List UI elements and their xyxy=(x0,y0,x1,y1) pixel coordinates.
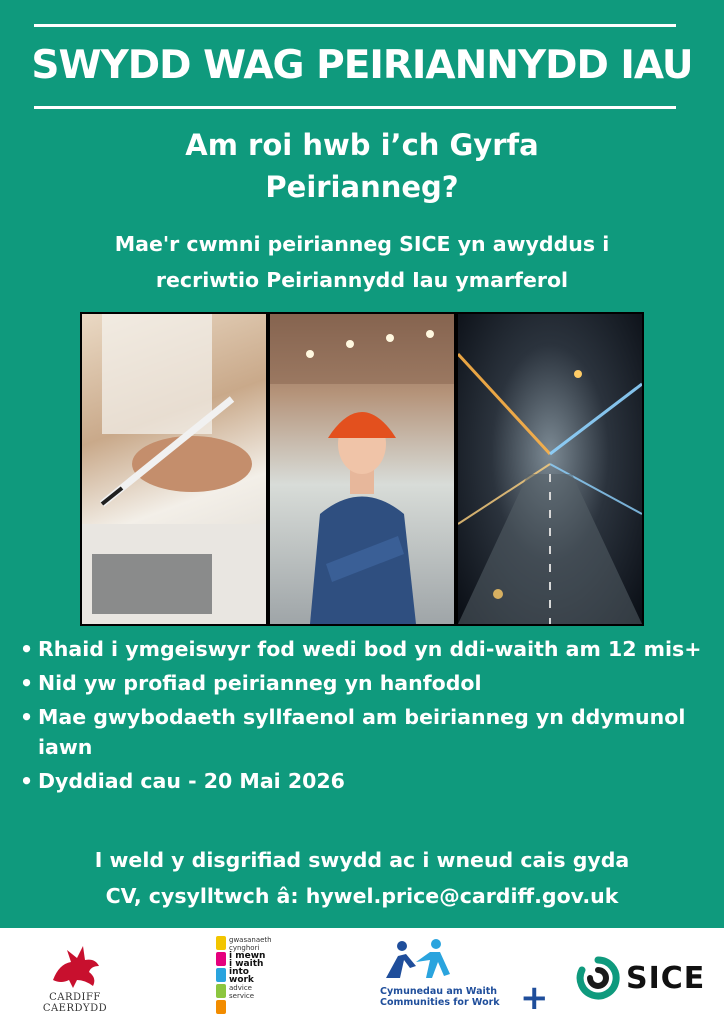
contact-line: CV, cysylltwch â: hywel.price@cardiff.gov.uk xyxy=(105,884,619,908)
office-writing-illustration xyxy=(82,314,266,624)
sice-swirl-icon xyxy=(576,956,620,1000)
intro-line: recriwtio Peiriannydd Iau ymarferol xyxy=(155,268,569,292)
contact-line: I weld y disgrifiad swydd ac i wneud cais gyda xyxy=(94,848,630,872)
caerdydd-name: CAERDYDD xyxy=(42,1003,108,1014)
into-work-logo xyxy=(216,936,286,1018)
highway-lights-photo xyxy=(458,314,642,624)
cardiff-logo xyxy=(30,936,120,1018)
photo-collage xyxy=(80,312,644,626)
subtitle-line: Am roi hwb i’ch Gyrfa xyxy=(185,128,539,162)
requirements-list xyxy=(20,634,710,800)
highway-lights-illustration xyxy=(458,314,642,624)
people-icon xyxy=(380,938,480,984)
sice-name: SICE xyxy=(626,960,706,996)
top-divider xyxy=(34,24,676,27)
engineer-photo xyxy=(270,314,454,624)
engineer-illustration xyxy=(270,314,454,624)
cardiff-name: CARDIFF xyxy=(49,992,101,1003)
into-work-text: gwasanaeth cynghori i mewn i waith into work advice service xyxy=(229,936,272,1000)
intro-text xyxy=(0,226,724,298)
logo-footer xyxy=(0,928,724,1024)
subtitle-line: Peirianneg? xyxy=(265,170,459,204)
office-writing-photo xyxy=(82,314,266,624)
plus-icon: + xyxy=(520,978,549,1018)
dragon-icon xyxy=(45,936,105,992)
communities-for-work-text: Cymunedau am Waith Communities for Work xyxy=(380,986,500,1008)
contact-info xyxy=(0,842,724,914)
page-title: SWYDD WAG PEIRIANNYDD IAU xyxy=(31,43,693,88)
into-work-color-bar xyxy=(216,936,226,1014)
subtitle xyxy=(0,124,724,208)
list-item: • Nid yw profiad peirianneg yn hanfodol xyxy=(20,668,710,698)
list-item: • Rhaid i ymgeiswyr fod wedi bod yn ddi-waith am 12 mis+ xyxy=(20,634,710,664)
sice-logo xyxy=(576,948,706,1008)
list-item: • Dyddiad cau - 20 Mai 2026 xyxy=(20,766,710,796)
bottom-divider xyxy=(34,106,676,109)
intro-line: Mae'r cwmni peirianneg SICE yn awyddus i xyxy=(114,232,610,256)
list-item: • Mae gwybodaeth syllfaenol am beirianneg yn ddymunol iawn xyxy=(20,702,710,762)
communities-for-work-logo xyxy=(380,938,550,1018)
